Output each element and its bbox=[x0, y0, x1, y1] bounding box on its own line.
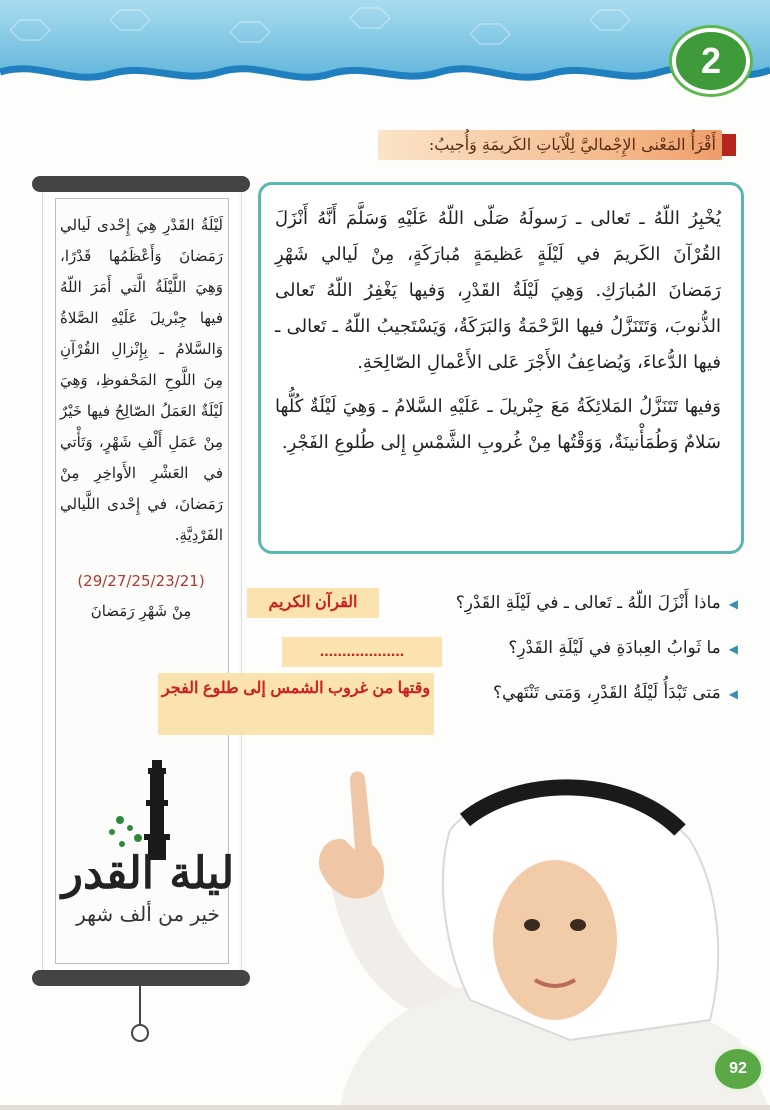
meaning-paragraph-1: يُخْبِرُ اللّهُ ـ تَعالى ـ رَسولَهُ صَلّى اللّهُ عَلَيْهِ وَسَلَّمَ أَنَّهُ أَنْزَلَ القُرْآنَ الكَريمَ في لَيْلَةٍ عَظيمَةٍ مُبارَكَةٍ، مِنْ لَيالي شَهْرِ رَمَضانَ المُبارَكِ. وَهِيَ لَيْلَةُ القَدْرِ، وَفيها يَغْفِرُ اللّهُ تَعالى الذُّنوبَ، وَتَتَنَزَّلُ فيها الرَّحْمَةُ وَالبَرَكَةُ، وَيَسْتَجيبُ اللّهُ ـ تَعالى ـ فيها الدُّعاءَ، وَيُضاعِفُ الأَجْرَ عَلى الأَعْمالِ الصّالِحَةِ. bbox=[275, 208, 721, 373]
triangle-bullet-icon: ◀ bbox=[728, 642, 738, 656]
lesson-number-badge: 2 bbox=[672, 28, 750, 94]
face-icon bbox=[493, 860, 617, 1020]
art-subtitle: خير من ألف شهر bbox=[76, 902, 220, 926]
meaning-text-box bbox=[258, 182, 744, 554]
art-title: ليلة القدر bbox=[61, 848, 235, 899]
instruction-marker-icon bbox=[722, 134, 736, 156]
vine-decoration-icon bbox=[109, 816, 142, 847]
instruction-text: أَقْرَأُ المَعْنى الإِجْماليَّ لِلْآياتِ الكَريمَةِ وَأُجيبُ: bbox=[428, 135, 716, 154]
scroll-top-rod bbox=[32, 176, 250, 192]
triangle-bullet-icon: ◀ bbox=[728, 597, 738, 611]
triangle-bullet-icon: ◀ bbox=[728, 687, 738, 701]
month-label: مِنْ شَهْرِ رَمَضانَ bbox=[90, 602, 192, 620]
question-3 bbox=[493, 678, 738, 708]
answer-2-field[interactable]: ................... bbox=[282, 637, 442, 667]
instruction-bar bbox=[378, 130, 722, 160]
answer-1-field[interactable]: القرآن الكريم bbox=[247, 588, 379, 618]
boy-pointing-illustration bbox=[270, 740, 770, 1110]
answer-3-field[interactable]: وقتها من غروب الشمس إلى طلوع الفجر bbox=[158, 673, 434, 735]
odd-nights-list: (29/27/25/23/21) bbox=[77, 572, 205, 590]
question-1-text: ماذا أَنْزَلَ اللّهُ ـ تَعالى ـ في لَيْلَةِ القَدْرِ؟ bbox=[455, 593, 721, 613]
question-2-text: ما ثَوابُ العِبادَةِ في لَيْلَةِ القَدْرِ؟ bbox=[508, 638, 721, 658]
page-edge bbox=[0, 1105, 770, 1110]
question-3-text: مَتى تَبْدَأُ لَيْلَةُ القَدْرِ، وَمَتى تَنْتَهي؟ bbox=[493, 683, 721, 703]
scroll-hanging-string bbox=[139, 986, 141, 1026]
question-2 bbox=[508, 633, 738, 663]
page-number-badge: 92 bbox=[712, 1046, 764, 1092]
scroll-bottom-rod bbox=[32, 970, 250, 986]
minaret-icon bbox=[144, 760, 170, 860]
meaning-paragraph-2: وَفيها تَتَنَزَّلُ المَلائِكَةُ مَعَ جِبْريلَ ـ عَلَيْهِ السَّلامُ ـ وَهِيَ لَيْلَةٌ كُلُّها سَلامٌ وَطُمَأْنينَةٌ، وَوَقْتُها مِنْ غُروبِ الشَّمْسِ إِلى طُلوعِ الفَجْرِ. bbox=[275, 396, 721, 453]
pointing-hand-icon bbox=[319, 771, 384, 898]
sidebar-text: لَيْلَةُ القَدْرِ هِيَ إِحْدى لَيالي رَمَضانَ وَأَعْظَمُها قَدْرًا، وَهِيَ اللَّيْلَةُ الَّتي أَمَرَ اللّهُ فيها جِبْريلَ عَلَيْهِ الصَّلاةُ وَالسَّلامُ ـ بِإِنْزالِ القُرْآنِ مِنَ اللَّوحِ المَحْفوظِ، وَهِيَ لَيْلَةٌ العَمَلُ الصّالِحُ فيها خَيْرٌ مِنْ عَمَلِ أَلْفِ شَهْرٍ، وَتَأْتي في العَشْرِ الأَواخِرِ مِنْ رَمَضانَ، في إِحْدى اللَّيالي الفَرْدِيَّةِ. bbox=[59, 216, 223, 544]
scroll-ring-icon bbox=[131, 1024, 149, 1042]
question-1 bbox=[456, 588, 738, 618]
header-wave-banner bbox=[0, 0, 770, 110]
